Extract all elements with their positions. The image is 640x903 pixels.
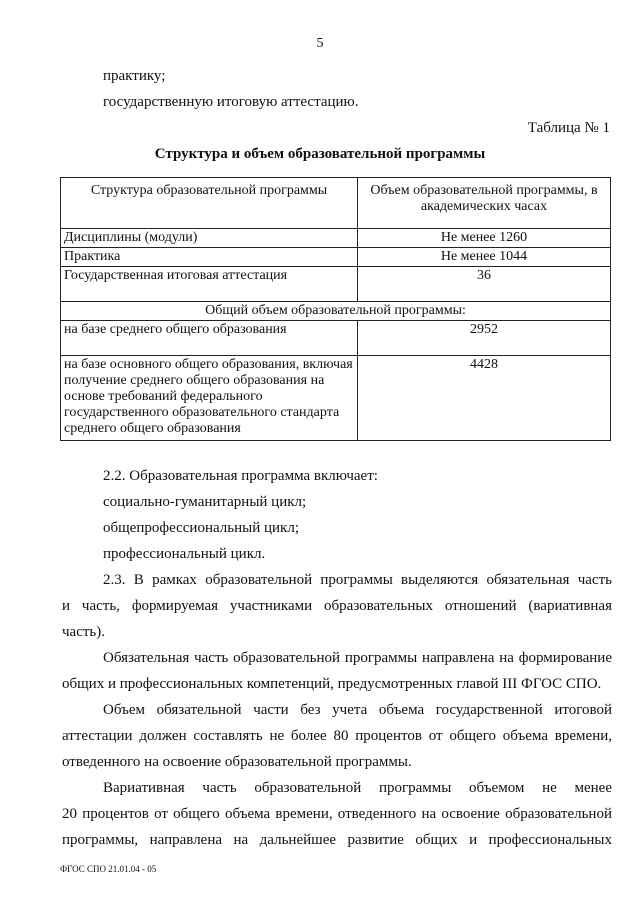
table-header-cell: Структура образовательной программы xyxy=(61,178,358,229)
table-header-cell: Объем образовательной программы, в академических часах xyxy=(358,178,611,229)
paragraph-line: отведенного на освоение образовательной программы. xyxy=(62,754,412,770)
page-number: 5 xyxy=(316,36,324,51)
table-cell-value: 4428 xyxy=(358,356,611,441)
table-row xyxy=(61,356,611,441)
table-cell-value: Не менее 1260 xyxy=(358,229,611,248)
list-item: социально-гуманитарный цикл; xyxy=(103,494,307,510)
list-item: государственную итоговую аттестацию. xyxy=(103,94,359,110)
table-cell-value: Не менее 1044 xyxy=(358,248,611,267)
section-intro: 2.2. Образовательная программа включает: xyxy=(103,468,378,484)
table-total-caption: Общий объем образовательной программы: xyxy=(61,302,611,321)
table-cell-label: Государственная итоговая аттестация xyxy=(61,267,358,302)
paragraph-line: программы, направлена на дальнейшее развитие общих и профессиональных xyxy=(62,832,612,848)
table-cell-label: на базе основного общего образования, включая получение среднего общего образования на основе требований федерального государственного образовательного стандарта среднего общего образования xyxy=(61,356,358,441)
paragraph-line: аттестации должен составлять не более 80 процентов от общего объема времени, xyxy=(62,728,612,744)
paragraph-line: 20 процентов от общего объема времени, отведенного на освоение образовательной xyxy=(62,806,612,822)
paragraph-line: часть). xyxy=(62,624,106,640)
table-row xyxy=(61,248,611,267)
paragraph-line: 2.3. В рамках образовательной программы выделяются обязательная часть xyxy=(103,572,612,588)
table-cell-label: Дисциплины (модули) xyxy=(61,229,358,248)
table-cell-label: на базе среднего общего образования xyxy=(61,321,358,356)
paragraph-line: общих и профессиональных компетенций, предусмотренных главой III ФГОС СПО. xyxy=(62,676,602,692)
list-item: профессиональный цикл. xyxy=(103,546,266,562)
table-row xyxy=(61,321,611,356)
table-cell-value: 36 xyxy=(358,267,611,302)
list-item: практику; xyxy=(103,68,166,84)
table-label: Таблица № 1 xyxy=(527,120,610,136)
structure-table xyxy=(60,177,611,441)
table-cell-label: Практика xyxy=(61,248,358,267)
paragraph-line: и часть, формируемая участниками образовательных отношений (вариативная xyxy=(62,598,612,614)
list-item: общепрофессиональный цикл; xyxy=(103,520,299,536)
paragraph-line: Обязательная часть образовательной программы направлена на формирование xyxy=(103,650,612,666)
table-title: Структура и объем образовательной программы xyxy=(154,146,486,162)
table-total-caption-row xyxy=(61,302,611,321)
paragraph-line: Вариативная часть образовательной программы объемом не менее xyxy=(103,780,612,796)
paragraph-line: Объем обязательной части без учета объема государственной итоговой xyxy=(103,702,612,718)
table-row xyxy=(61,267,611,302)
footer-code: ФГОС СПО 21.01.04 - 05 xyxy=(60,864,157,874)
table-cell-value: 2952 xyxy=(358,321,611,356)
table-row xyxy=(61,229,611,248)
table-header-row xyxy=(61,178,611,229)
